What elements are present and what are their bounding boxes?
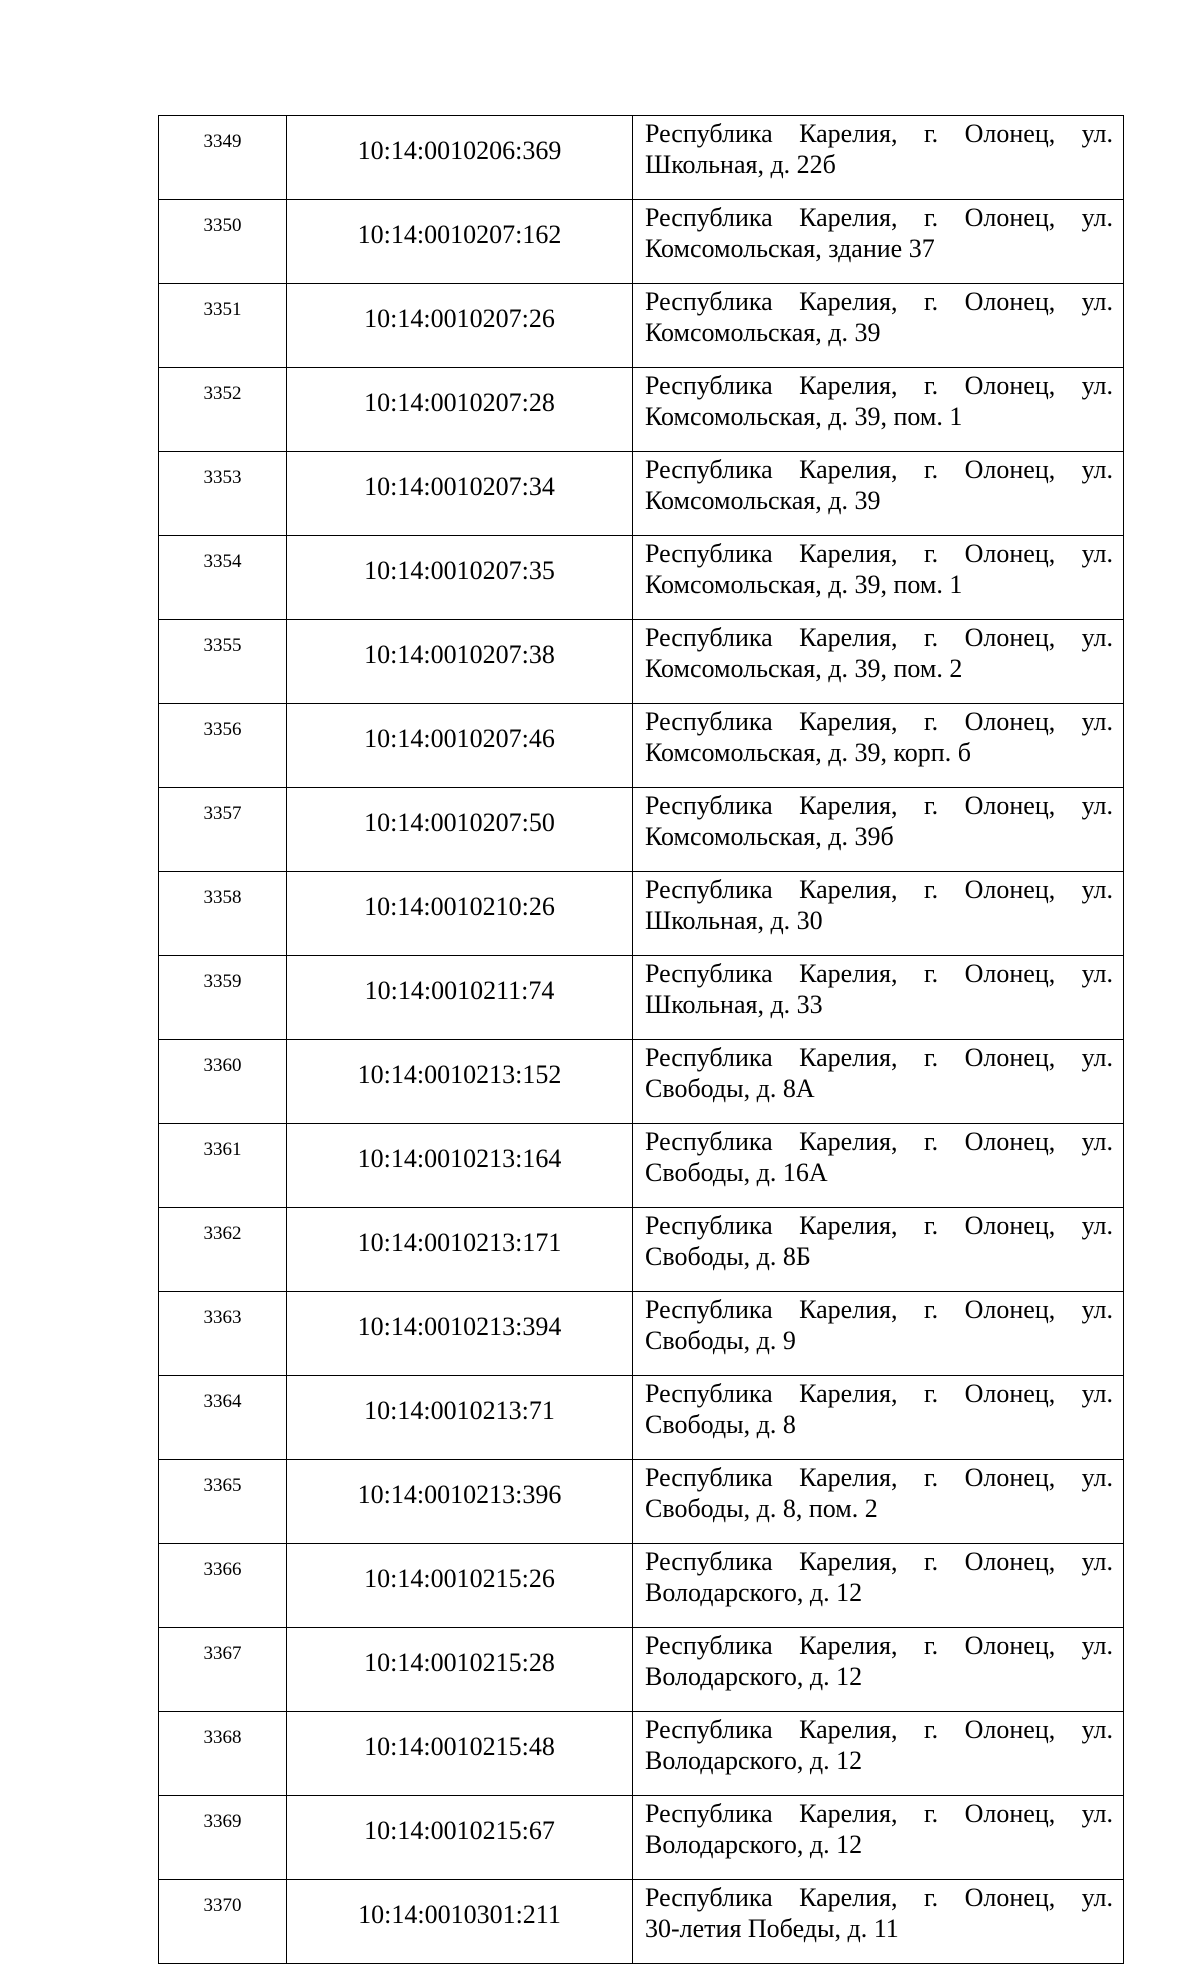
cadastral-number-cell: 10:14:0010211:74: [287, 956, 633, 1040]
address-word: ул.: [1081, 455, 1113, 484]
table-row: [159, 620, 1124, 704]
address-line-1: [645, 202, 1113, 233]
cadastral-number-cell: 10:14:0010207:162: [287, 200, 633, 284]
address-word: Олонец,: [964, 203, 1056, 232]
row-number-cell: 3359: [159, 956, 287, 1040]
address-word: г.: [923, 791, 939, 820]
table-row: [159, 1124, 1124, 1208]
cadastral-number-cell: 10:14:0010215:48: [287, 1712, 633, 1796]
address-line-2: Комсомольская, д. 39б: [645, 822, 894, 851]
cadastral-number-cell: 10:14:0010215:28: [287, 1628, 633, 1712]
address-line-2: Свободы, д. 8Б: [645, 1242, 811, 1271]
address-word: г.: [923, 1883, 939, 1912]
row-number-cell: 3349: [159, 116, 287, 200]
address-word: Республика: [645, 203, 773, 232]
address-line-2: Комсомольская, д. 39: [645, 486, 881, 515]
row-number-cell: 3356: [159, 704, 287, 788]
address-word: Олонец,: [964, 119, 1056, 148]
row-number-cell: 3362: [159, 1208, 287, 1292]
address-word: Республика: [645, 1127, 773, 1156]
address-line-2: Комсомольская, д. 39: [645, 318, 881, 347]
address-word: ул.: [1081, 1379, 1113, 1408]
address-word: Республика: [645, 791, 773, 820]
address-word: ул.: [1081, 875, 1113, 904]
address-line-1: [645, 1042, 1113, 1073]
cadastral-number-cell: 10:14:0010213:71: [287, 1376, 633, 1460]
row-number-cell: 3358: [159, 872, 287, 956]
row-number-cell: 3368: [159, 1712, 287, 1796]
address-word: Карелия,: [799, 455, 898, 484]
address-cell: [633, 1292, 1124, 1376]
cadastral-number-cell: 10:14:0010213:152: [287, 1040, 633, 1124]
address-line-1: [645, 1882, 1113, 1913]
address-line-2: Комсомольская, д. 39, пом. 2: [645, 654, 963, 683]
address-line-1: [645, 706, 1113, 737]
cadastral-number-cell: 10:14:0010213:394: [287, 1292, 633, 1376]
address-line-2: Школьная, д. 30: [645, 906, 823, 935]
address-word: Олонец,: [964, 1463, 1056, 1492]
address-word: Карелия,: [799, 959, 898, 988]
address-cell: [633, 956, 1124, 1040]
address-cell: [633, 788, 1124, 872]
address-word: Карелия,: [799, 1799, 898, 1828]
address-word: ул.: [1081, 287, 1113, 316]
address-word: г.: [923, 623, 939, 652]
cadastral-number-cell: 10:14:0010207:26: [287, 284, 633, 368]
address-line-1: [645, 1126, 1113, 1157]
address-word: Карелия,: [799, 287, 898, 316]
address-word: г.: [923, 1043, 939, 1072]
address-word: ул.: [1081, 791, 1113, 820]
address-cell: [633, 1628, 1124, 1712]
address-word: г.: [923, 707, 939, 736]
address-cell: [633, 872, 1124, 956]
cadastral-number-cell: 10:14:0010215:26: [287, 1544, 633, 1628]
address-cell: [633, 620, 1124, 704]
address-cell: [633, 452, 1124, 536]
address-word: ул.: [1081, 1883, 1113, 1912]
table-row: [159, 1460, 1124, 1544]
address-word: Республика: [645, 1211, 773, 1240]
table-row: [159, 1376, 1124, 1460]
registry-table: [158, 115, 1124, 1964]
address-word: ул.: [1081, 119, 1113, 148]
address-line-1: [645, 874, 1113, 905]
address-line-2: Свободы, д. 8А: [645, 1074, 815, 1103]
table-row: [159, 1796, 1124, 1880]
address-cell: [633, 536, 1124, 620]
address-word: Олонец,: [964, 959, 1056, 988]
address-line-2: Володарского, д. 12: [645, 1746, 863, 1775]
address-word: Карелия,: [799, 539, 898, 568]
row-number-cell: 3357: [159, 788, 287, 872]
address-word: Республика: [645, 455, 773, 484]
address-word: ул.: [1081, 623, 1113, 652]
table-row: [159, 1880, 1124, 1964]
address-word: ул.: [1081, 539, 1113, 568]
address-line-2: Комсомольская, д. 39, пом. 1: [645, 570, 963, 599]
address-word: Олонец,: [964, 623, 1056, 652]
address-cell: [633, 704, 1124, 788]
address-word: Карелия,: [799, 1379, 898, 1408]
address-word: г.: [923, 875, 939, 904]
address-cell: [633, 1880, 1124, 1964]
address-word: Республика: [645, 1715, 773, 1744]
address-word: Олонец,: [964, 1631, 1056, 1660]
address-line-1: [645, 1210, 1113, 1241]
address-word: Республика: [645, 959, 773, 988]
address-word: Олонец,: [964, 1715, 1056, 1744]
address-word: Карелия,: [799, 1715, 898, 1744]
cadastral-number-cell: 10:14:0010301:211: [287, 1880, 633, 1964]
address-word: Республика: [645, 623, 773, 652]
address-line-2: Свободы, д. 8, пом. 2: [645, 1494, 878, 1523]
address-word: г.: [923, 539, 939, 568]
address-word: Олонец,: [964, 1043, 1056, 1072]
cadastral-number-cell: 10:14:0010207:34: [287, 452, 633, 536]
address-word: Карелия,: [799, 1883, 898, 1912]
table-row: [159, 1208, 1124, 1292]
address-line-2: Свободы, д. 8: [645, 1410, 796, 1439]
address-line-1: [645, 1714, 1113, 1745]
address-word: ул.: [1081, 1295, 1113, 1324]
address-word: Олонец,: [964, 1379, 1056, 1408]
address-line-1: [645, 286, 1113, 317]
address-word: Карелия,: [799, 1547, 898, 1576]
address-line-1: [645, 1378, 1113, 1409]
row-number-cell: 3363: [159, 1292, 287, 1376]
address-cell: [633, 116, 1124, 200]
address-cell: [633, 284, 1124, 368]
address-line-1: [645, 1294, 1113, 1325]
address-word: Карелия,: [799, 791, 898, 820]
row-number-cell: 3366: [159, 1544, 287, 1628]
address-cell: [633, 200, 1124, 284]
address-word: Олонец,: [964, 371, 1056, 400]
row-number-cell: 3367: [159, 1628, 287, 1712]
address-line-2: Школьная, д. 33: [645, 990, 823, 1019]
address-word: ул.: [1081, 707, 1113, 736]
registry-table-body: [159, 116, 1124, 1964]
address-word: Олонец,: [964, 539, 1056, 568]
address-word: г.: [923, 959, 939, 988]
address-word: Олонец,: [964, 707, 1056, 736]
address-word: Карелия,: [799, 203, 898, 232]
address-cell: [633, 1376, 1124, 1460]
cadastral-number-cell: 10:14:0010207:38: [287, 620, 633, 704]
address-cell: [633, 1544, 1124, 1628]
address-word: ул.: [1081, 959, 1113, 988]
address-cell: [633, 1208, 1124, 1292]
address-line-2: Свободы, д. 9: [645, 1326, 796, 1355]
address-word: ул.: [1081, 203, 1113, 232]
address-word: Олонец,: [964, 1295, 1056, 1324]
address-word: Республика: [645, 1799, 773, 1828]
address-word: Республика: [645, 875, 773, 904]
address-word: ул.: [1081, 1463, 1113, 1492]
address-line-1: [645, 538, 1113, 569]
cadastral-number-cell: 10:14:0010210:26: [287, 872, 633, 956]
address-word: г.: [923, 287, 939, 316]
address-word: г.: [923, 119, 939, 148]
address-word: Республика: [645, 287, 773, 316]
address-word: Карелия,: [799, 1211, 898, 1240]
address-word: Карелия,: [799, 623, 898, 652]
table-row: [159, 704, 1124, 788]
table-row: [159, 200, 1124, 284]
table-row: [159, 872, 1124, 956]
table-row: [159, 956, 1124, 1040]
address-word: Олонец,: [964, 1799, 1056, 1828]
address-word: г.: [923, 1211, 939, 1240]
address-line-2: Володарского, д. 12: [645, 1662, 863, 1691]
address-word: г.: [923, 371, 939, 400]
address-line-2: 30-летия Победы, д. 11: [645, 1914, 899, 1943]
address-word: ул.: [1081, 1127, 1113, 1156]
address-line-1: [645, 1630, 1113, 1661]
table-row: [159, 1712, 1124, 1796]
address-cell: [633, 1460, 1124, 1544]
address-word: г.: [923, 1547, 939, 1576]
address-word: Республика: [645, 371, 773, 400]
address-line-1: [645, 1798, 1113, 1829]
address-word: Республика: [645, 1463, 773, 1492]
cadastral-number-cell: 10:14:0010215:67: [287, 1796, 633, 1880]
row-number-cell: 3355: [159, 620, 287, 704]
table-row: [159, 1628, 1124, 1712]
address-word: Республика: [645, 119, 773, 148]
address-line-1: [645, 1462, 1113, 1493]
table-row: [159, 1040, 1124, 1124]
address-word: ул.: [1081, 1799, 1113, 1828]
address-word: г.: [923, 455, 939, 484]
address-word: Карелия,: [799, 1631, 898, 1660]
address-word: Республика: [645, 539, 773, 568]
address-word: Республика: [645, 1547, 773, 1576]
address-cell: [633, 368, 1124, 452]
address-word: ул.: [1081, 371, 1113, 400]
table-row: [159, 1292, 1124, 1376]
address-cell: [633, 1712, 1124, 1796]
address-word: г.: [923, 1799, 939, 1828]
address-word: Олонец,: [964, 1547, 1056, 1576]
row-number-cell: 3360: [159, 1040, 287, 1124]
address-word: Карелия,: [799, 1463, 898, 1492]
cadastral-number-cell: 10:14:0010213:171: [287, 1208, 633, 1292]
address-word: Карелия,: [799, 119, 898, 148]
address-line-2: Комсомольская, здание 37: [645, 234, 935, 263]
address-word: Республика: [645, 1379, 773, 1408]
cadastral-number-cell: 10:14:0010207:46: [287, 704, 633, 788]
address-line-1: [645, 622, 1113, 653]
row-number-cell: 3352: [159, 368, 287, 452]
address-word: ул.: [1081, 1211, 1113, 1240]
address-word: Карелия,: [799, 1127, 898, 1156]
table-row: [159, 284, 1124, 368]
address-word: г.: [923, 1715, 939, 1744]
address-line-2: Володарского, д. 12: [645, 1578, 863, 1607]
address-line-2: Комсомольская, д. 39, корп. б: [645, 738, 971, 767]
cadastral-number-cell: 10:14:0010206:369: [287, 116, 633, 200]
table-row: [159, 368, 1124, 452]
cadastral-number-cell: 10:14:0010213:396: [287, 1460, 633, 1544]
address-word: ул.: [1081, 1547, 1113, 1576]
row-number-cell: 3369: [159, 1796, 287, 1880]
address-cell: [633, 1040, 1124, 1124]
address-line-1: [645, 790, 1113, 821]
address-word: г.: [923, 1127, 939, 1156]
address-word: Карелия,: [799, 1295, 898, 1324]
table-row: [159, 116, 1124, 200]
address-word: г.: [923, 1295, 939, 1324]
address-word: Олонец,: [964, 1127, 1056, 1156]
address-line-1: [645, 1546, 1113, 1577]
address-word: Республика: [645, 1295, 773, 1324]
address-cell: [633, 1124, 1124, 1208]
address-line-1: [645, 958, 1113, 989]
address-word: г.: [923, 1379, 939, 1408]
row-number-cell: 3361: [159, 1124, 287, 1208]
address-word: Карелия,: [799, 1043, 898, 1072]
address-line-2: Школьная, д. 22б: [645, 150, 836, 179]
row-number-cell: 3354: [159, 536, 287, 620]
cadastral-number-cell: 10:14:0010207:28: [287, 368, 633, 452]
table-row: [159, 536, 1124, 620]
address-word: Олонец,: [964, 455, 1056, 484]
row-number-cell: 3350: [159, 200, 287, 284]
row-number-cell: 3370: [159, 1880, 287, 1964]
address-line-1: [645, 118, 1113, 149]
row-number-cell: 3353: [159, 452, 287, 536]
address-word: Республика: [645, 707, 773, 736]
address-line-2: Володарского, д. 12: [645, 1830, 863, 1859]
cadastral-number-cell: 10:14:0010207:35: [287, 536, 633, 620]
row-number-cell: 3365: [159, 1460, 287, 1544]
address-word: Олонец,: [964, 791, 1056, 820]
address-word: г.: [923, 1631, 939, 1660]
address-line-1: [645, 370, 1113, 401]
address-word: г.: [923, 203, 939, 232]
address-word: Республика: [645, 1043, 773, 1072]
address-word: Республика: [645, 1631, 773, 1660]
address-line-2: Комсомольская, д. 39, пом. 1: [645, 402, 963, 431]
address-word: Карелия,: [799, 707, 898, 736]
address-word: ул.: [1081, 1631, 1113, 1660]
table-row: [159, 1544, 1124, 1628]
address-word: Карелия,: [799, 875, 898, 904]
address-word: Республика: [645, 1883, 773, 1912]
address-line-1: [645, 454, 1113, 485]
address-cell: [633, 1796, 1124, 1880]
address-word: Карелия,: [799, 371, 898, 400]
address-word: ул.: [1081, 1043, 1113, 1072]
address-word: г.: [923, 1463, 939, 1492]
address-word: Олонец,: [964, 1883, 1056, 1912]
address-word: Олонец,: [964, 1211, 1056, 1240]
table-row: [159, 452, 1124, 536]
row-number-cell: 3364: [159, 1376, 287, 1460]
table-row: [159, 788, 1124, 872]
address-line-2: Свободы, д. 16А: [645, 1158, 828, 1187]
address-word: ул.: [1081, 1715, 1113, 1744]
row-number-cell: 3351: [159, 284, 287, 368]
cadastral-number-cell: 10:14:0010207:50: [287, 788, 633, 872]
address-word: Олонец,: [964, 875, 1056, 904]
address-word: Олонец,: [964, 287, 1056, 316]
cadastral-number-cell: 10:14:0010213:164: [287, 1124, 633, 1208]
